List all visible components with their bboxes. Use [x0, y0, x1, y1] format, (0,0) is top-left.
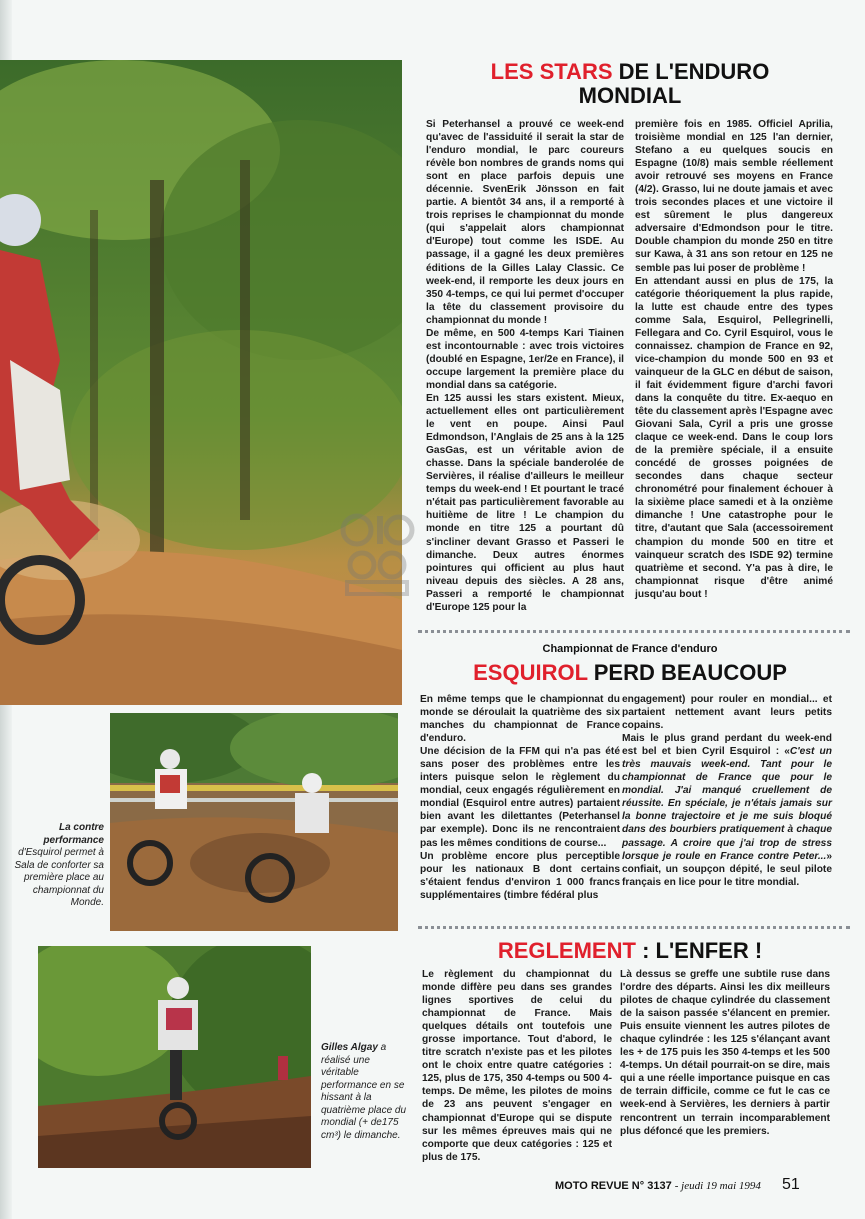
divider-2 [418, 926, 850, 929]
section3-column-2 [620, 968, 830, 1138]
photo-two-riders [110, 713, 398, 931]
paragraph: De même, en 500 4-temps Kari Tiainen est incontournable : avec trois victoires (doublé en Espagne, 1er/2e en France), il occupe largement la première place du mondial dans sa catégorie. [426, 327, 624, 391]
section3-column-1 [422, 968, 612, 1164]
caption-bold: La contre performance [43, 822, 104, 846]
section2-kicker: Championnat de France d'enduro [542, 643, 718, 655]
section1-title-red: LES STARS [490, 59, 613, 84]
page-number: 51 [782, 1176, 800, 1193]
photo-algay [38, 946, 311, 1168]
magazine-name: MOTO REVUE N° [555, 1180, 645, 1192]
photo-algay-image [38, 946, 311, 1168]
section1-title-black-2: MONDIAL [578, 83, 682, 108]
caption-bold: Gilles Algay [321, 1042, 378, 1053]
paragraph: Un problème encore plus perceptible pour les nationaux B dont certains s'étaient fendus d'environ 1 000 francs supplémentaires (timbre fédéral plus [420, 850, 620, 901]
section2-title-black: PERD BEAUCOUP [593, 660, 787, 685]
paragraph: En même temps que le championnat du monde se déroulait la quatrième des six manches du championnat de France d'enduro. [420, 694, 620, 745]
section2-title [420, 660, 840, 686]
paragraph: engagement) pour rouler en mondial... et partaient nettement avant leurs petits copains. [622, 694, 832, 732]
paragraph: Là dessus se greffe une subtile ruse dans l'ordre des départs. Ainsi les dix meilleurs pilotes de chaque cylindrée du classement de la saison passée s'élancent en premier. Puis ensuite viennent les autres pilotes de chaque cylindrée : les 125 s'élançant avant les + de 175 puis les 350 4-temps et les 500 4-temps. Un détail pourrait-on se dire, mais qui a une réelle importance puisque en cas de terrain difficile, comme ce fut le cas ce week-end à Servières, les derniers à partir rencontrent un terrain incomparablement plus défoncé que les premiers. [620, 969, 830, 1137]
caption-text: a réalisé une véritable performance en se hissant à la quatrième place du mondial (+ de175 cm³) le dimanche. [321, 1042, 407, 1141]
text: Mais le plus grand perdant du week-end est bel et bien Cyril Esquirol : « [622, 733, 832, 758]
photo-two-riders-image [110, 713, 398, 931]
section1-title-black-1: DE L'ENDURO [618, 59, 770, 84]
paragraph: Si Peterhansel a prouvé ce week-end qu'avec de l'assiduité il serait la star de l'enduro mondial, le parc coureurs révèle bon nombres de grands noms qui sont en place parfois depuis une décennie. SvenErik Jönsson en fait partie. A bientôt 34 ans, il a remporté à trois reprises le championnat du monde (qui s'appelait alors championnat d'Europe) tout comme les ISDE. Au passage, il a gagné les deux premières éditions de la Gilles Lalay Classic. Ce week-end, il remporte les deux jours en 350 4-temps, ce qui lui permet d'occuper la tête du classement provisoire du championnat du monde ! [426, 119, 624, 326]
section3-title-red: REGLEMENT [497, 938, 636, 963]
quote: C'est un très mauvais week-end. Tant pour le championnat de France que pour le mondial. J'ai manqué cruellement de réussite. En spéciale, je n'étais jamais sur la bonne trajectoire et je me suis bloqué dans des bourbiers pratiquement à chaque passage. A croire que j'ai trop de stress lorsque je roule en France contre Peter... [622, 746, 832, 862]
section1-title [420, 60, 840, 108]
divider-1 [418, 630, 850, 633]
issue-date: - jeudi 19 mai 1994 [674, 1180, 761, 1192]
section2-column-1 [420, 693, 620, 902]
paragraph: Le règlement du championnat du monde diffère peu dans ses grandes lignes sportives de celui du championnat de France. Mais quelques détails ont toutefois une grosse importance. Tout d'abord, le titre scratch n'existe pas et les pilotes ont le choix entre quatre catégories : 125, plus de 175, 350 4-temps ou 500 4-temps. De même, les pilotes de moins de 23 ans peuvent s'engager en championnat d'Europe qui se dispute sur les mêmes épreuves mais qui ne comporte que deux catégories : 125 et plus de 175. [422, 969, 612, 1163]
paragraph: Une décision de la FFM qui n'a pas été sans poser des problèmes entre les inters puisque selon le règlement du mondial, ceux engagés régulièrement en mondial (Esquirol entre autres) partaient bien avant les dilettantes (Peterhansel par exemple). Donc ils ne rencontraient pas les mêmes conditions de course... [420, 746, 620, 849]
watermark-icon [337, 510, 417, 600]
watermark-logo [337, 510, 417, 600]
paragraph: En 125 aussi les stars existent. Mieux, actuellement elles ont particulièrement le vent en poupe. Ainsi Paul Edmondson, l'Anglais de 25 ans à la 125 GasGas, est un véritable avion de chasse. Dans la spéciale banderolée de Servières, il réalise d'ailleurs le meilleur temps du week-end ! Et pourtant le tracé n'était pas particulièrement favorable au huitième de litre ! Le champion du monde en titre 125 a pourtant dû s'incliner devant Grasso et Passeri le dimanche. Deux autres énormes pointures qui officient au plus haut niveau depuis des siècles. A 28 ans, Passeri a remporté le championnat d'Europe 125 pour la [426, 392, 624, 613]
text: » confiait, un soupçon dépité, le seul pilote français en lice pour le titre mondial. [622, 850, 832, 888]
paragraph: première fois en 1985. Officiel Aprilia, troisième mondial en 125 l'an dernier, Stefano a eu quelques soucis en Espagne (10/8) mais semble réellement avoir retrouvé ses moyens en France (4/2). Grasso, lui ne doute jamais et avec trois secondes places et une victoire il est sûrement le plus dangereux adversaire d'Edmondson pour le titre. Double champion du monde 250 en titre sur Kawa, à 31 ans son retour en 125 ne semble pas lui poser de problème ! [635, 119, 833, 274]
issue-number: 3137 [647, 1180, 672, 1192]
caption-esquirol [14, 822, 104, 910]
section3-title-black: : L'ENFER ! [642, 938, 763, 963]
section2-title-red: ESQUIROL [473, 660, 588, 685]
photo-rider-forest [0, 60, 402, 705]
section2-column-2 [622, 693, 832, 889]
section1-column-1 [426, 118, 624, 614]
page-footer [555, 1180, 815, 1192]
caption-text: d'Esquirol permet à Sala de conforter sa première place au championnat du Monde. [14, 847, 104, 908]
caption-algay [321, 1042, 407, 1142]
section1-column-2 [635, 118, 833, 601]
paragraph: En attendant aussi en plus de 175, la catégorie théoriquement la plus rapide, la lutte est chaude entre des types comme Sala, Esquirol, Pellegrinelli, Fellegara and Co. Cyril Esquirol, vous le connaissez. champion de France en 92, vice-champion du monde 500 en 93 et vainqueur de la GLC en début de saison, il fait évidemment figure d'archi favori dans la conquête du titre. Ex-aequo en tête du classement après l'Espagne avec Giovani Sala, Cyril a pris une grosse claque ce week-end. Dans le coup lors de la première spéciale, il a ensuite concédé de grosses poignées de secondes dans chaque secteur chronométré pour finalement échouer à la sixième place samedi et à la onzième dimanche ! Une catastrophe pour le titre, d'autant que Sala (accessoirement champion du monde 500 en titre et vainqueur scratch des ISDE 92) termine quatrième et second. Y'a pas à dire, le championnat risque d'être animé jusqu'au bout ! [635, 275, 833, 600]
photo-rider-forest-image [0, 60, 402, 705]
paragraph [622, 732, 832, 889]
section3-title [420, 938, 840, 964]
